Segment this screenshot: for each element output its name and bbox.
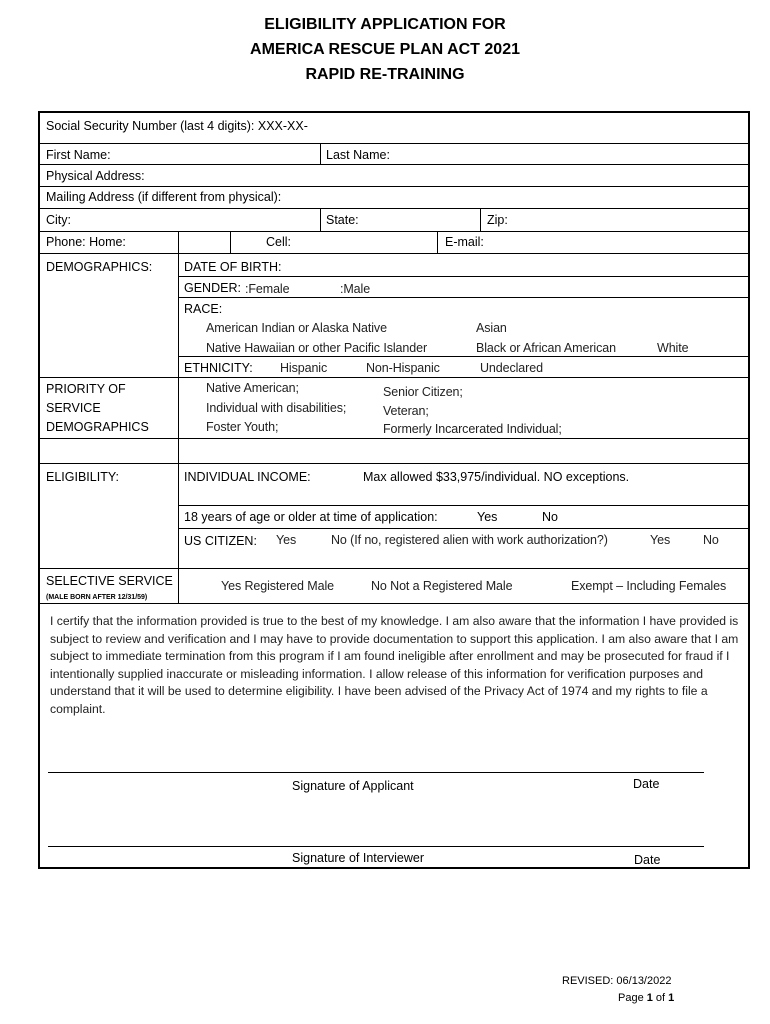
selective-service-label: SELECTIVE SERVICE xyxy=(46,574,173,588)
priority-label-line-3: DEMOGRAPHICS xyxy=(46,420,149,434)
alien-yes-option[interactable]: Yes xyxy=(650,533,671,547)
ethnicity-undeclared-option[interactable]: Undeclared xyxy=(480,361,543,375)
selective-service-subnote: (MALE BORN AFTER 12/31/59) xyxy=(46,594,148,601)
col-divider xyxy=(178,231,179,253)
ethnicity-label: ETHNICITY: xyxy=(184,361,253,375)
page-total: 1 xyxy=(668,992,675,1004)
ethnicity-non-hispanic-option[interactable]: Non-Hispanic xyxy=(366,361,440,375)
interviewer-date-label: Date xyxy=(634,853,661,867)
row-divider xyxy=(40,143,750,144)
gender-male-option[interactable]: :Male xyxy=(340,282,371,296)
certification-text: I certify that the information provided is true to the best of my knowledge. I am also aware that the information I have provided is subject to review and verification and I may have to provide documentation to support this application. I am also aware that I am subject to immediate termination from this program if I am found ineligible after enrollment and may be prosecuted for fraud if I intentionally supplied inaccurate or misleading information. I allow release of this information for verification purposes and understand that it will be used to determine eligibility. I have been advised of the Privacy Act of 1974 and my rights to file a complaint. xyxy=(50,614,739,716)
race-white-option[interactable]: White xyxy=(657,341,689,355)
citizen-label: US CITIZEN: xyxy=(184,534,257,548)
row-divider xyxy=(40,463,750,464)
race-black-option[interactable]: Black or African American xyxy=(476,341,616,355)
interviewer-signature-label: Signature of Interviewer xyxy=(292,851,425,865)
row-divider xyxy=(40,186,750,187)
priority-incarcerated-option[interactable]: Formerly Incarcerated Individual; xyxy=(383,422,562,436)
demographics-label: DEMOGRAPHICS: xyxy=(46,260,153,274)
col-divider xyxy=(320,143,321,164)
selective-no-option[interactable]: No Not a Registered Male xyxy=(371,579,513,593)
revised-date: REVISED: 06/13/2022 xyxy=(562,975,672,987)
gender-female-option[interactable]: :Female xyxy=(245,282,290,296)
col-divider xyxy=(480,208,481,231)
row-divider xyxy=(40,568,750,569)
row-divider xyxy=(40,164,750,165)
race-label: RACE: xyxy=(184,302,223,316)
row-divider xyxy=(178,297,750,298)
race-asian-option[interactable]: Asian xyxy=(476,321,507,335)
row-divider xyxy=(178,505,750,506)
priority-native-american-option[interactable]: Native American; xyxy=(206,381,299,395)
priority-foster-option[interactable]: Foster Youth; xyxy=(206,420,279,434)
citizen-no-option[interactable]: No (If no, registered alien with work authorization?) xyxy=(331,533,608,547)
col-divider xyxy=(230,231,231,253)
priority-senior-option[interactable]: Senior Citizen; xyxy=(383,385,463,399)
cell-label: Cell: xyxy=(266,235,292,249)
row-divider xyxy=(40,438,750,439)
selective-yes-option[interactable]: Yes Registered Male xyxy=(221,579,334,593)
col-divider xyxy=(178,253,179,603)
age-yes-option[interactable]: Yes xyxy=(477,510,498,524)
state-label: State: xyxy=(326,213,359,227)
row-divider xyxy=(40,231,750,232)
applicant-signature-line[interactable] xyxy=(48,772,704,773)
row-divider xyxy=(40,208,750,209)
dob-label: DATE OF BIRTH: xyxy=(184,260,282,274)
page-of: of xyxy=(652,992,669,1004)
page-number xyxy=(618,992,674,1004)
income-label: INDIVIDUAL INCOME: xyxy=(184,470,311,484)
ssn-label: Social Security Number (last 4 digits): XXX-XX- xyxy=(46,119,308,133)
email-label: E-mail: xyxy=(445,235,484,249)
alien-no-option[interactable]: No xyxy=(703,533,719,547)
application-form xyxy=(38,111,750,869)
priority-disabilities-option[interactable]: Individual with disabilities; xyxy=(206,401,347,415)
citizen-yes-option[interactable]: Yes xyxy=(276,533,297,547)
priority-veteran-option[interactable]: Veteran; xyxy=(383,404,429,418)
age-question: 18 years of age or older at time of application: xyxy=(184,510,438,524)
page-current: 1 xyxy=(646,992,653,1004)
city-label: City: xyxy=(46,213,71,227)
selective-exempt-option[interactable]: Exempt – Including Females xyxy=(571,579,727,593)
first-name-label: First Name: xyxy=(46,148,111,162)
col-divider xyxy=(437,231,438,253)
row-divider xyxy=(178,276,750,277)
document-title xyxy=(0,12,770,87)
zip-label: Zip: xyxy=(487,213,508,227)
row-divider xyxy=(178,356,750,357)
last-name-label: Last Name: xyxy=(326,148,390,162)
applicant-date-label: Date xyxy=(633,777,660,791)
priority-label-line-2: SERVICE xyxy=(46,401,101,415)
age-no-option[interactable]: No xyxy=(542,510,558,524)
applicant-signature-label: Signature of Applicant xyxy=(292,779,414,793)
col-divider xyxy=(320,208,321,231)
eligibility-label: ELIGIBILITY: xyxy=(46,470,119,484)
page-prefix: Page xyxy=(618,992,647,1004)
row-divider xyxy=(40,253,750,254)
row-divider xyxy=(40,377,750,378)
row-divider xyxy=(178,528,750,529)
phone-home-label: Phone: Home: xyxy=(46,235,126,249)
title-line-2: AMERICA RESCUE PLAN ACT 2021 xyxy=(250,41,520,58)
mailing-address-label: Mailing Address (if different from physical): xyxy=(46,190,282,204)
priority-label-line-1: PRIORITY OF xyxy=(46,382,126,396)
ethnicity-hispanic-option[interactable]: Hispanic xyxy=(280,361,328,375)
title-line-1: ELIGIBILITY APPLICATION FOR xyxy=(264,16,506,33)
income-max-note: Max allowed $33,975/individual. NO exceptions. xyxy=(363,470,630,484)
race-american-indian-option[interactable]: American Indian or Alaska Native xyxy=(206,321,387,335)
interviewer-signature-line[interactable] xyxy=(48,846,704,847)
title-line-3: RAPID RE-TRAINING xyxy=(305,66,465,83)
physical-address-label: Physical Address: xyxy=(46,169,145,183)
gender-label: GENDER: xyxy=(184,281,241,295)
race-native-hawaiian-option[interactable]: Native Hawaiian or other Pacific Islander xyxy=(206,341,428,355)
